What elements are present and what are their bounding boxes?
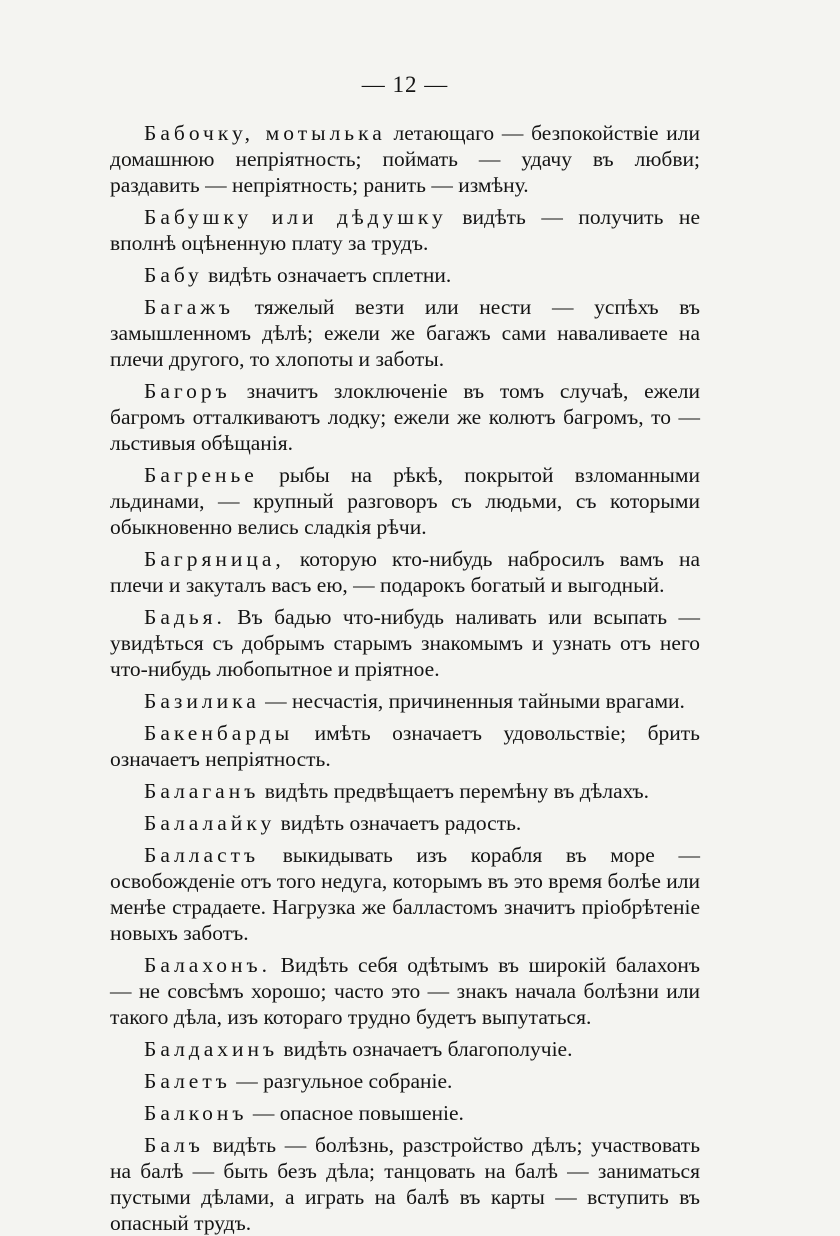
entry-text: — опасное повышеніе.	[247, 1101, 464, 1125]
entry-text: значитъ злоключеніе въ томъ случаѣ, ежели багромъ отталкиваютъ лодку; ежели же колютъ багромъ, то — льстивыя обѣщанія.	[110, 379, 700, 455]
dictionary-entry	[110, 1036, 700, 1062]
entry-text: Въ бадью что-нибудь наливать или всыпать — увидѣться съ добрымъ старымъ знакомымъ и узнать отъ него что-нибудь любопытное и пріятное.	[110, 605, 700, 681]
entry-text: Видѣть себя одѣтымъ въ широкій балахонъ — не совсѣмъ хорошо; часто это — знакъ начала болѣзни или такого дѣла, изъ котораго трудно будетъ выпутаться.	[110, 953, 700, 1029]
dictionary-entry	[110, 604, 700, 682]
dictionary-entry	[110, 1068, 700, 1094]
entry-headword: Бадья.	[144, 605, 226, 629]
entry-text: видѣть означаетъ сплетни.	[202, 263, 452, 287]
entry-text: имѣть означаетъ удовольствіе; брить означаетъ непріятность.	[110, 721, 700, 771]
entry-headword: Балахонъ.	[144, 953, 272, 977]
entry-text: рыбы на рѣкѣ, покрытой взломанными льдинами, — крупный разговоръ съ людьми, съ которыми обыкновенно велись сладкія рѣчи.	[110, 463, 700, 539]
entry-headword: Базилика	[144, 689, 260, 713]
entry-headword: Бабушку или дѣдушку	[144, 205, 447, 229]
entry-text: выкидывать изъ корабля въ море — освобожденіе отъ того недуга, которымъ въ это время болѣе или менѣе страдаете. Нагрузка же балластомъ значитъ пріобрѣтеніе новыхъ заботъ.	[110, 843, 700, 945]
entry-headword: Бабочку, мотылька	[144, 121, 386, 145]
entry-headword: Балластъ	[144, 843, 260, 867]
entry-text: видѣть — болѣзнь, разстройство дѣлъ; участвовать на балѣ — быть безъ дѣла; танцовать на балѣ — заниматься пустыми дѣлами, а играть на балѣ въ карты — вступить въ опасный трудъ.	[110, 1133, 700, 1235]
entry-headword: Балдахинъ	[144, 1037, 279, 1061]
entry-headword: Балъ	[144, 1133, 204, 1157]
entry-text: летающаго — безпокойствіе или домашнюю непріятность; поймать — удачу въ любви; раздавить — непріятность; ранить — измѣну.	[110, 121, 700, 197]
entry-headword: Багренье	[144, 463, 258, 487]
entry-text: видѣть означаетъ благополучіе.	[278, 1037, 573, 1061]
dictionary-entry	[110, 1100, 700, 1126]
entry-text: тяжелый везти или нести — успѣхъ въ замышленномъ дѣлѣ; ежели же багажъ сами наваливаете на плечи другого, то хлопоты и заботы.	[110, 295, 700, 371]
dictionary-entry	[110, 294, 700, 372]
dictionary-entry	[110, 720, 700, 772]
entry-headword: Балконъ	[144, 1101, 248, 1125]
entry-text: — несчастія, причиненныя тайными врагами.	[259, 689, 685, 713]
entry-text: которую кто-нибудь набросилъ вамъ на плечи и закуталъ васъ ею, — подарокъ богатый и выгодный.	[110, 547, 700, 597]
dictionary-entry	[110, 778, 700, 804]
entry-headword: Бабу	[144, 263, 203, 287]
entry-headword: Балалайку	[144, 811, 276, 835]
entry-headword: Багажъ	[144, 295, 234, 319]
entry-headword: Балаганъ	[144, 779, 260, 803]
entry-text: — разгульное собраніе.	[230, 1069, 453, 1093]
dictionary-entry	[110, 810, 700, 836]
entry-headword: Бакенбарды	[144, 721, 294, 745]
dictionary-entry	[110, 546, 700, 598]
dictionary-entry	[110, 842, 700, 946]
entry-text: видѣть — получить не вполнѣ оцѣненную плату за трудъ.	[110, 205, 700, 255]
entry-text: видѣть предвѣщаетъ перемѣну въ дѣлахъ.	[259, 779, 650, 803]
entry-headword: Багоръ	[144, 379, 231, 403]
dictionary-entry	[110, 952, 700, 1030]
dictionary-entry	[110, 378, 700, 456]
entry-headword: Балетъ	[144, 1069, 231, 1093]
entry-text: видѣть означаетъ радость.	[275, 811, 522, 835]
dictionary-entry	[110, 1132, 700, 1236]
dictionary-entry	[110, 462, 700, 540]
dictionary-entries	[110, 120, 700, 1236]
dictionary-entry	[110, 120, 700, 198]
dictionary-entry	[110, 688, 700, 714]
entry-headword: Багряница,	[144, 547, 285, 571]
dictionary-entry	[110, 262, 700, 288]
dictionary-entry	[110, 204, 700, 256]
page-number: — 12 —	[361, 72, 449, 97]
